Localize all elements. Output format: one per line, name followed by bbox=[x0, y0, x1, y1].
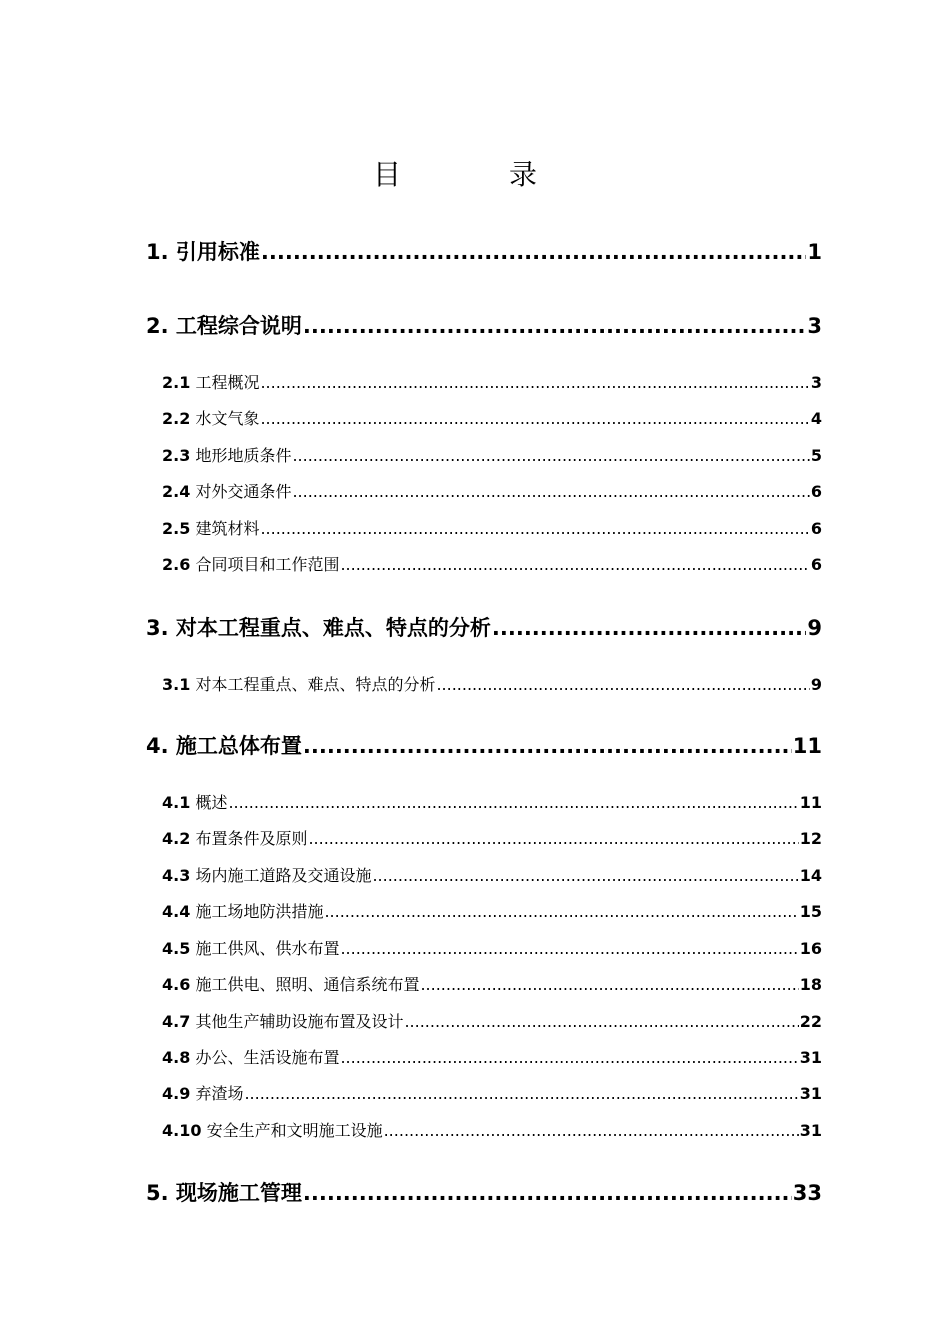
toc-section-entry[interactable] bbox=[162, 936, 822, 959]
toc-entry-text: 建筑材料 bbox=[195, 519, 260, 538]
toc-entry-label bbox=[162, 1009, 403, 1032]
toc-entry-number: 1. bbox=[146, 240, 169, 264]
toc-entry-text: 场内施工道路及交通设施 bbox=[195, 866, 372, 885]
toc-entry-label bbox=[146, 236, 260, 266]
toc-entry-text: 对本工程重点、难点、特点的分析 bbox=[175, 616, 491, 640]
toc-entry-label bbox=[162, 1081, 243, 1104]
dot-leader bbox=[260, 409, 809, 428]
toc-entry-number: 4.7 bbox=[162, 1012, 191, 1031]
dot-leader bbox=[436, 675, 809, 694]
toc-entry-text: 办公、生活设施布置 bbox=[195, 1048, 340, 1067]
toc-section-entry[interactable] bbox=[162, 863, 822, 886]
toc-section-entry[interactable] bbox=[162, 516, 822, 539]
toc-entry-number: 2.5 bbox=[162, 519, 191, 538]
toc-page-number: 6 bbox=[810, 519, 822, 538]
toc-section-entry[interactable] bbox=[162, 552, 822, 575]
toc-entry-text: 合同项目和工作范围 bbox=[195, 555, 340, 574]
toc-entry-label bbox=[162, 863, 371, 886]
toc-entry-number: 3. bbox=[146, 616, 169, 640]
toc-entry-text: 水文气象 bbox=[195, 409, 260, 428]
toc-entry-number: 3.1 bbox=[162, 675, 191, 694]
toc-entry-label bbox=[162, 1118, 383, 1141]
toc-entry-label bbox=[162, 790, 227, 813]
dot-leader bbox=[303, 1181, 792, 1205]
toc-page-number: 6 bbox=[810, 482, 822, 501]
toc-chapter-entry[interactable] bbox=[146, 612, 822, 642]
toc-chapter-entry[interactable] bbox=[146, 730, 822, 760]
toc-entry-text: 地形地质条件 bbox=[195, 446, 292, 465]
toc-page-number: 3 bbox=[810, 373, 822, 392]
toc-chapter-entry[interactable] bbox=[146, 310, 822, 340]
dot-leader bbox=[384, 1121, 799, 1140]
toc-section-entry[interactable] bbox=[162, 443, 822, 466]
toc-entry-label bbox=[146, 612, 491, 642]
dot-leader bbox=[372, 866, 798, 885]
toc-entry-text: 施工供风、供水布置 bbox=[195, 939, 340, 958]
toc-entry-number: 4.2 bbox=[162, 829, 191, 848]
dot-leader bbox=[303, 734, 792, 758]
toc-entry-label bbox=[162, 406, 259, 429]
toc-entry-text: 对本工程重点、难点、特点的分析 bbox=[195, 675, 436, 694]
dot-leader bbox=[292, 482, 809, 501]
toc-page-number: 1 bbox=[807, 240, 822, 264]
toc-entry-number: 2.6 bbox=[162, 555, 191, 574]
dot-leader bbox=[260, 373, 809, 392]
toc-section-entry[interactable] bbox=[162, 672, 822, 695]
toc-page-number: 11 bbox=[792, 734, 822, 758]
toc-section-entry[interactable] bbox=[162, 370, 822, 393]
toc-entry-label bbox=[162, 826, 307, 849]
toc-page-number: 9 bbox=[810, 675, 822, 694]
toc-section-entry[interactable] bbox=[162, 1045, 822, 1068]
dot-leader bbox=[261, 240, 806, 264]
toc-chapter-entry[interactable] bbox=[146, 1177, 822, 1207]
toc-section-entry[interactable] bbox=[162, 1081, 822, 1104]
toc-entry-number: 2.2 bbox=[162, 409, 191, 428]
toc-entry-text: 工程综合说明 bbox=[175, 314, 302, 338]
toc-entry-number: 4.1 bbox=[162, 793, 191, 812]
toc-section-entry[interactable] bbox=[162, 826, 822, 849]
toc-entry-label bbox=[146, 730, 302, 760]
toc-entry-label bbox=[162, 1045, 339, 1068]
toc-section-entry[interactable] bbox=[162, 790, 822, 813]
dot-leader bbox=[228, 793, 798, 812]
toc-section-entry[interactable] bbox=[162, 1118, 822, 1141]
dot-leader bbox=[324, 902, 798, 921]
toc-page-number: 5 bbox=[810, 446, 822, 465]
dot-leader bbox=[308, 829, 798, 848]
toc-entry-text: 引用标准 bbox=[175, 240, 260, 264]
toc-page-number: 22 bbox=[799, 1012, 822, 1031]
toc-entry-number: 4.5 bbox=[162, 939, 191, 958]
toc-entry-label bbox=[162, 899, 323, 922]
toc-page-number: 6 bbox=[810, 555, 822, 574]
dot-leader bbox=[244, 1084, 798, 1103]
toc-entry-text: 对外交通条件 bbox=[195, 482, 292, 501]
toc-section-entry[interactable] bbox=[162, 406, 822, 429]
toc-page-number: 4 bbox=[810, 409, 822, 428]
toc-entry-number: 4.8 bbox=[162, 1048, 191, 1067]
toc-section-entry[interactable] bbox=[162, 479, 822, 502]
toc-page-number: 9 bbox=[807, 616, 822, 640]
toc-entry-text: 工程概况 bbox=[195, 373, 260, 392]
toc-entry-label bbox=[162, 516, 259, 539]
toc-page-number: 16 bbox=[799, 939, 822, 958]
toc-page-number: 11 bbox=[799, 793, 822, 812]
toc-entry-number: 4.4 bbox=[162, 902, 191, 921]
toc-entry-number: 2.3 bbox=[162, 446, 191, 465]
toc-page-number: 31 bbox=[799, 1121, 822, 1140]
dot-leader bbox=[260, 519, 809, 538]
toc-entry-text: 现场施工管理 bbox=[175, 1181, 302, 1205]
dot-leader bbox=[340, 939, 798, 958]
toc-entry-label bbox=[162, 479, 291, 502]
toc-entry-number: 4.9 bbox=[162, 1084, 191, 1103]
toc-entry-number: 4.10 bbox=[162, 1121, 202, 1140]
toc-entry-text: 概述 bbox=[195, 793, 228, 812]
dot-leader bbox=[340, 555, 809, 574]
dot-leader bbox=[420, 975, 798, 994]
toc-chapter-entry[interactable] bbox=[146, 236, 822, 266]
toc-entry-text: 安全生产和文明施工设施 bbox=[206, 1121, 383, 1140]
toc-entry-label bbox=[162, 370, 259, 393]
toc-section-entry[interactable] bbox=[162, 972, 822, 995]
toc-entry-number: 4.3 bbox=[162, 866, 191, 885]
dot-leader bbox=[292, 446, 809, 465]
dot-leader bbox=[340, 1048, 798, 1067]
toc-entry-text: 施工场地防洪措施 bbox=[195, 902, 324, 921]
toc-title: 目 录 bbox=[372, 158, 577, 191]
toc-entry-text: 施工总体布置 bbox=[175, 734, 302, 758]
toc-entry-label bbox=[162, 936, 339, 959]
toc-entry-label bbox=[162, 552, 339, 575]
toc-entry-number: 4. bbox=[146, 734, 169, 758]
toc-entry-label bbox=[162, 443, 291, 466]
toc-entry-number: 4.6 bbox=[162, 975, 191, 994]
toc-page-number: 31 bbox=[799, 1084, 822, 1103]
toc-entry-number: 5. bbox=[146, 1181, 169, 1205]
toc-entry-label bbox=[146, 310, 302, 340]
toc-page-number: 12 bbox=[799, 829, 822, 848]
toc-section-entry[interactable] bbox=[162, 899, 822, 922]
toc-entry-text: 其他生产辅助设施布置及设计 bbox=[195, 1012, 404, 1031]
toc-page-number: 15 bbox=[799, 902, 822, 921]
dot-leader bbox=[404, 1012, 798, 1031]
toc-page-number: 18 bbox=[799, 975, 822, 994]
toc-section-entry[interactable] bbox=[162, 1009, 822, 1032]
toc-page-number: 31 bbox=[799, 1048, 822, 1067]
toc-entry-text: 施工供电、照明、通信系统布置 bbox=[195, 975, 420, 994]
toc-page-number: 3 bbox=[807, 314, 822, 338]
toc-entry-number: 2.4 bbox=[162, 482, 191, 501]
toc-entry-label bbox=[162, 972, 419, 995]
toc-entry-text: 布置条件及原则 bbox=[195, 829, 308, 848]
toc-entry-label bbox=[146, 1177, 302, 1207]
toc-entry-number: 2. bbox=[146, 314, 169, 338]
dot-leader bbox=[303, 314, 806, 338]
toc-entry-label bbox=[162, 672, 435, 695]
dot-leader bbox=[492, 616, 806, 640]
toc-entry-text: 弃渣场 bbox=[195, 1084, 244, 1103]
toc-page-number: 14 bbox=[799, 866, 822, 885]
toc-page-number: 33 bbox=[792, 1181, 822, 1205]
toc-entry-number: 2.1 bbox=[162, 373, 191, 392]
